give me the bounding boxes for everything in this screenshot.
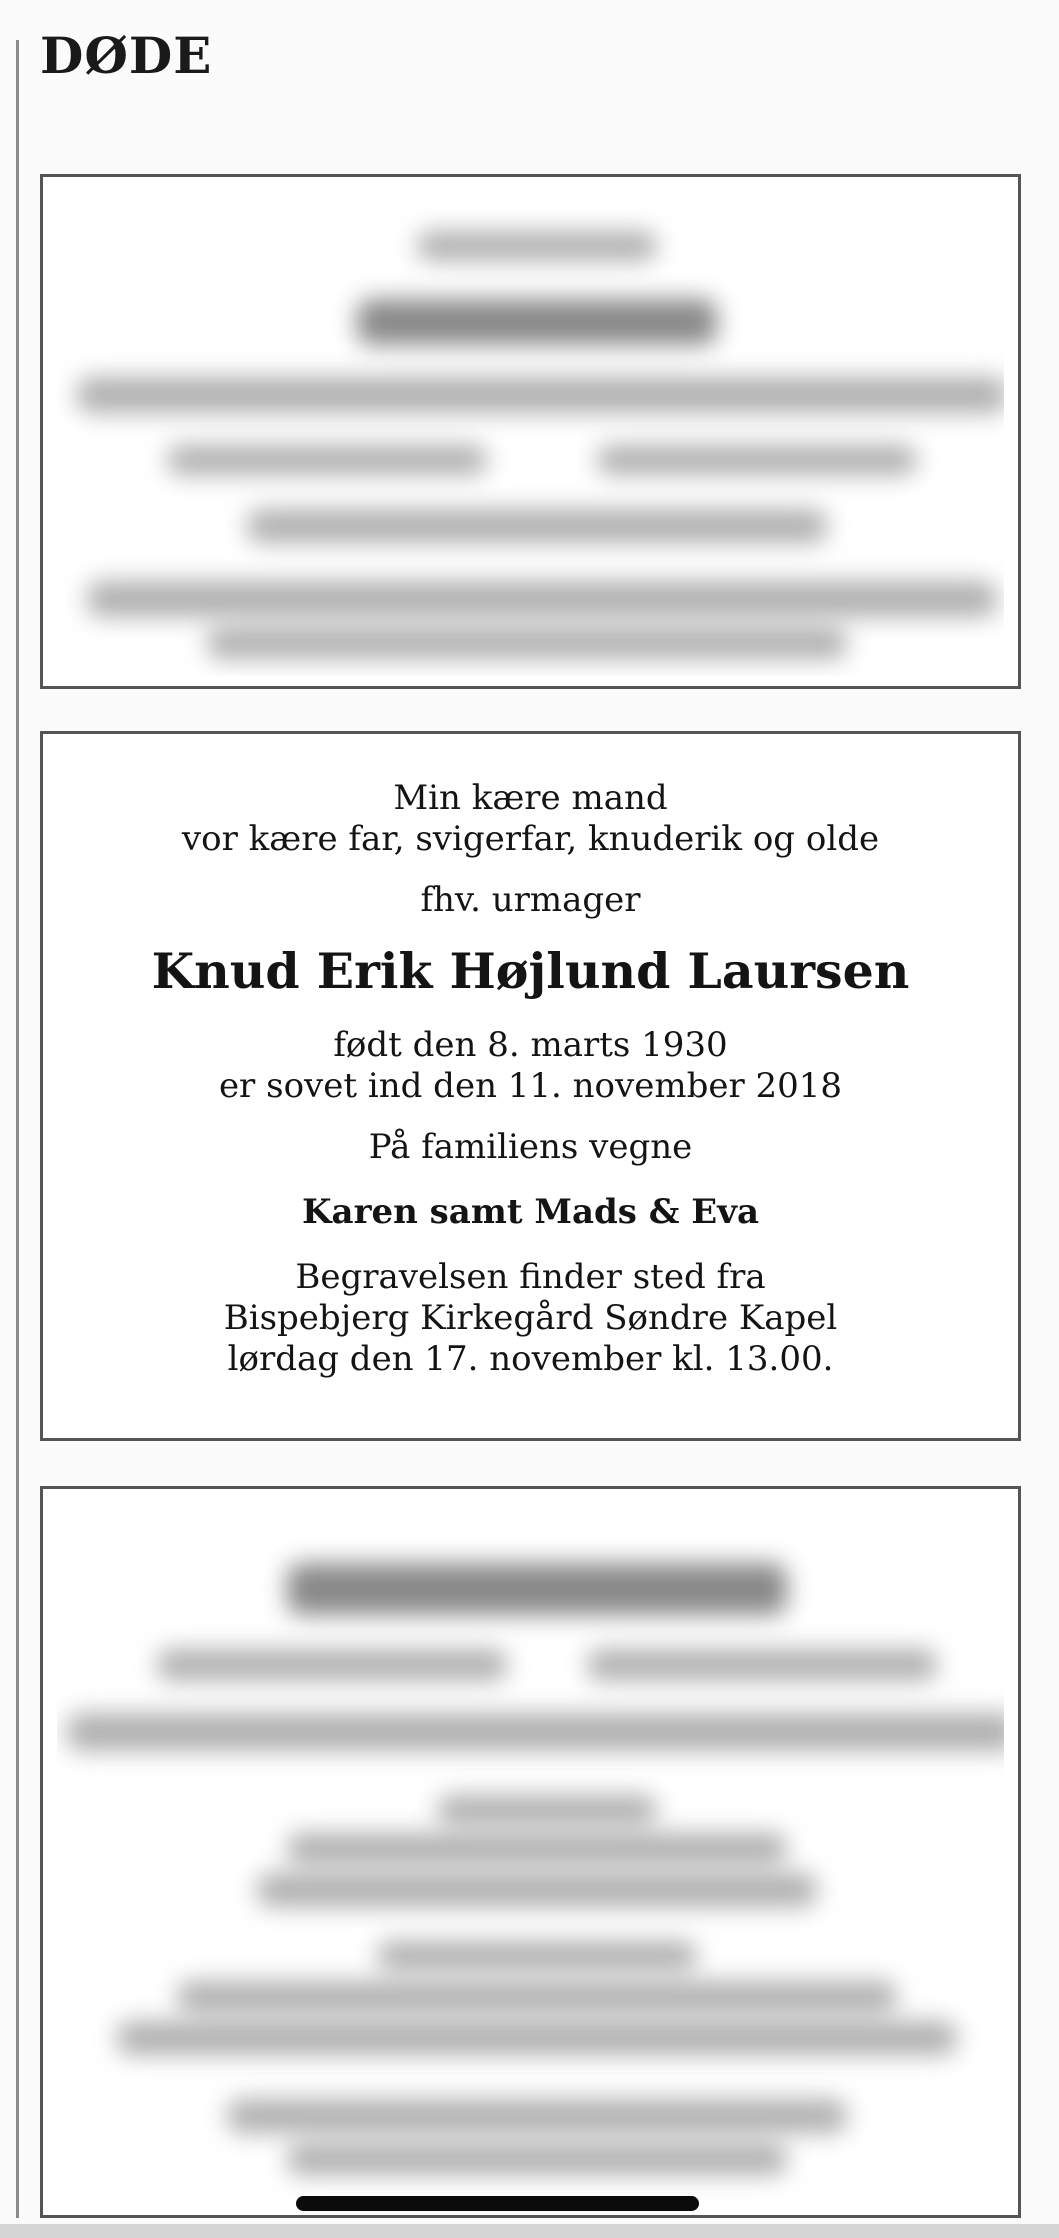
obituary-notice-blurred-top [40, 174, 1021, 689]
on-behalf-of-family: På familiens vegne [368, 1127, 693, 1167]
home-indicator[interactable] [296, 2196, 699, 2211]
funeral-line-3: lørdag den 17. november kl. 13.00. [227, 1339, 834, 1379]
deceased-name: Knud Erik Højlund Laursen [151, 942, 910, 1000]
left-margin-rule [16, 40, 19, 2218]
intro-line-2: vor kære far, svigerfar, knuderik og olde [181, 819, 880, 859]
obituary-notice [40, 731, 1021, 1441]
signers: Karen samt Mads & Eva [301, 1192, 760, 1232]
birth-date: født den 8. marts 1930 [333, 1025, 728, 1065]
occupation: fhv. urmager [420, 880, 641, 920]
funeral-line-1: Begravelsen finder sted fra [295, 1257, 766, 1297]
section-title: DØDE [40, 26, 213, 85]
death-date: er sovet ind den 11. november 2018 [218, 1066, 843, 1106]
obituary-notice-blurred-bottom [40, 1486, 1021, 2218]
intro-line-1: Min kære mand [393, 778, 668, 818]
bottom-strip [0, 2224, 1059, 2238]
funeral-line-2: Bispebjerg Kirkegård Søndre Kapel [223, 1298, 838, 1338]
blurred-content [57, 1499, 1004, 2205]
blurred-content [57, 187, 1004, 676]
obituary-text [43, 778, 1018, 1380]
